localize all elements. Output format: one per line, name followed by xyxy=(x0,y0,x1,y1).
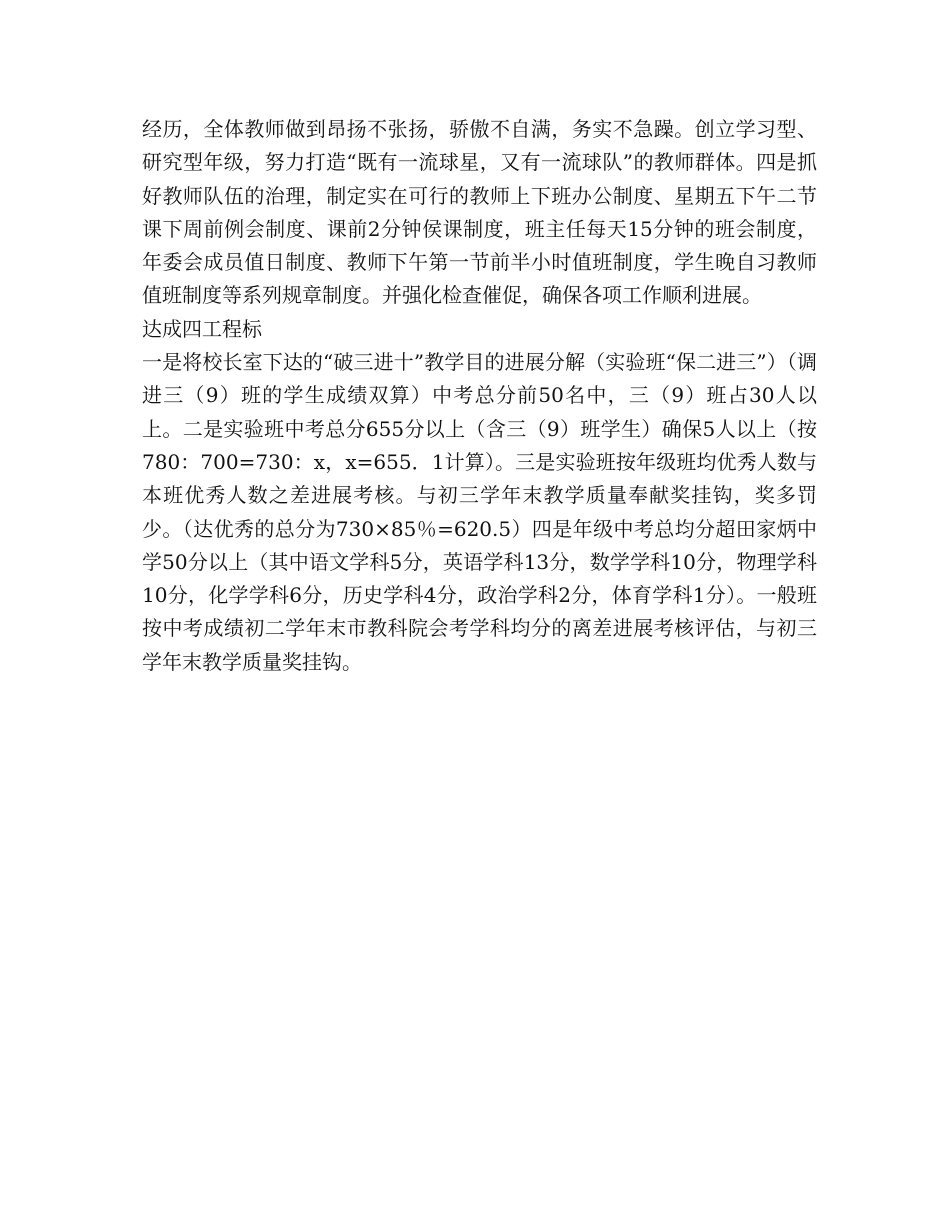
section-heading: 达成四工程标 xyxy=(142,316,262,341)
paragraph-targets: 一是将校长室下达的“破三进十”教学目的进展分解（实验班“保二进三”）（调进三（9）班的学生成绩双算）中考总分前50名中，三（9）班占30人以上。二是实验班中考总分655分以上（含三（9）班学生）确保5人以上（按780：700=730：x，x=655．1计算）。三是实验班按年级班均优秀人数与本班优秀人数之差进展考核。与初三学年末教学质量奉献奖挂钩，奖多罚少。（达优秀的总分为730×85％=620.5）四是年级中考总均分超田家炳中学50分以上（其中语文学科5分，英语学科13分，数学学科10分，物理学科10分，化学学科6分，历史学科4分，政治学科2分，体育学科1分）。一般班按中考成绩初二学年末市教科院会考学科均分的离差进展考核评估，与初三学年末教学质量奖挂钩。 xyxy=(142,350,817,674)
document-body xyxy=(142,113,817,679)
paragraph-teacher-management: 经历，全体教师做到昂扬不张扬，骄傲不自满，务实不急躁。创立学习型、研究型年级，努力打造“既有一流球星，又有一流球队”的教师群体。四是抓好教师队伍的治理，制定实在可行的教师上下班办公制度、星期五下午二节课下周前例会制度、课前2分钟侯课制度，班主任每天15分钟的班会制度，年委会成员值日制度、教师下午第一节前半小时值班制度，学生晚自习教师值班制度等系列规章制度。并强化检查催促，确保各项工作顺利进展。 xyxy=(142,117,817,308)
